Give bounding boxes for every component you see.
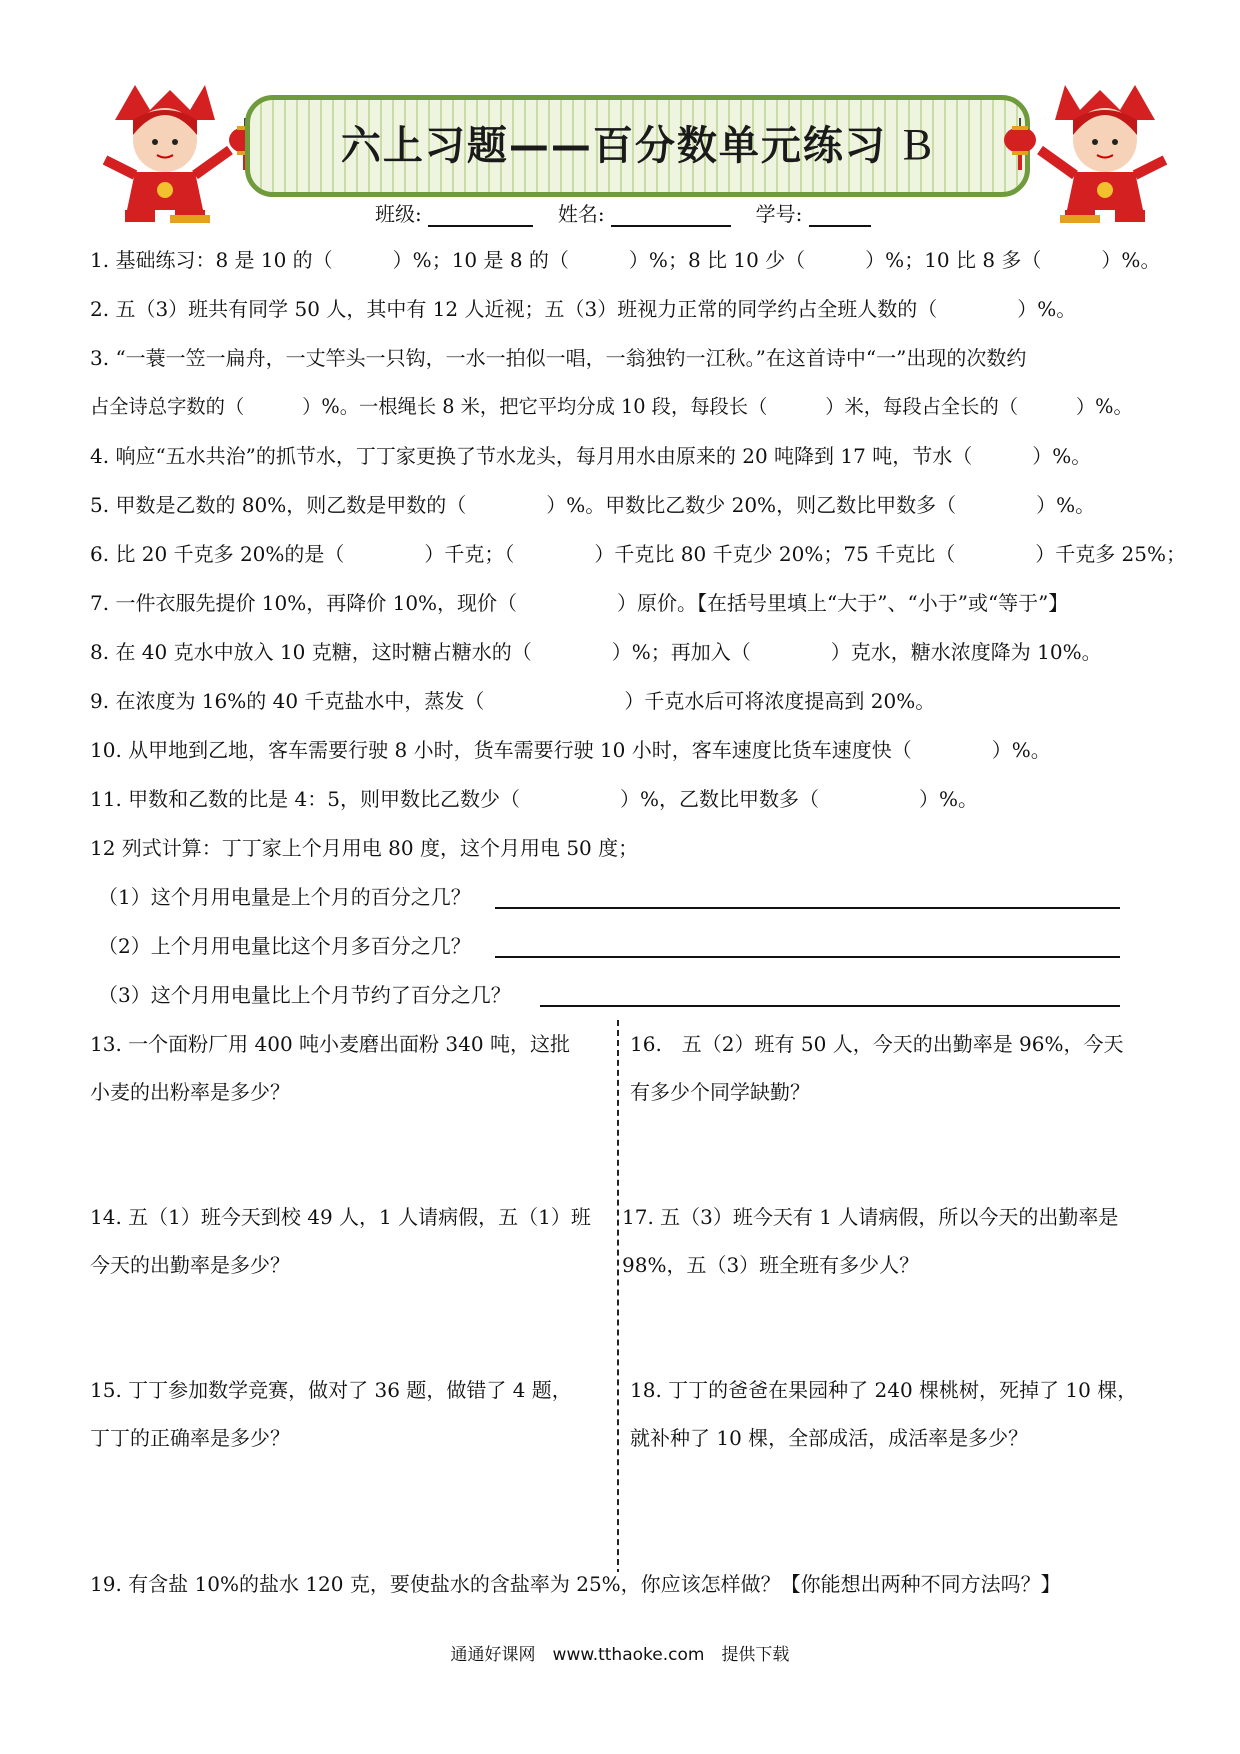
question-12-1: （1）这个月用电量是上个月的百分之几？ [98,885,471,909]
question-3-line-1: 3. “一蓑一笠一扁舟，一丈竿头一只钩，一水一拍似一唱，一翁独钓一江秋。”在这首诗中“一”出现的次数约 [90,346,1027,370]
question-16: 16. 五（2）班有 50 人，今天的出勤率是 96%，今天 有多少个同学缺勤？ [630,1032,1124,1104]
question-11: 11. 甲数和乙数的比是 4：5，则甲数比乙数少（ ）%，乙数比甲数多（ ）%。 [90,787,978,811]
mascot-right-icon [1025,80,1175,230]
class-field[interactable] [428,205,533,227]
question-6: 6. 比 20 千克多 20%的是（ ）千克；（ ）千克比 80 千克少 20%；75 千克比（ ）千克多 25%； [90,542,1187,566]
question-4: 4. 响应“五水共治”的抓节水，丁丁家更换了节水龙头，每月用水由原来的 20 吨降到 17 吨，节水（ ）%。 [90,444,1092,468]
question-18: 18. 丁丁的爸爸在果园种了 240 棵桃树，死掉了 10 棵， 就补种了 10 棵，全部成活，成活率是多少？ [630,1378,1138,1450]
question-13: 13. 一个面粉厂用 400 吨小麦磨出面粉 340 吨，这批 小麦的出粉率是多少？ [90,1032,570,1104]
answer-line-12-1[interactable] [495,907,1120,909]
page-title: 六上习题——百分数单元练习 B [340,120,935,169]
answer-line-12-3[interactable] [540,1005,1120,1007]
question-12-3: （3）这个月用电量比上个月节约了百分之几？ [98,983,511,1007]
number-label: 学号: [755,202,803,226]
question-15: 15. 丁丁参加数学竞赛，做对了 36 题，做错了 4 题， 丁丁的正确率是多少？ [90,1378,572,1450]
question-1: 1. 基础练习：8 是 10 的（ ）%；10 是 8 的（ ）%；8 比 10 少（ ）%；10 比 8 多（ ）%。 [90,248,1161,272]
title-banner [245,95,1030,197]
footer-credit: 通通好课网 www.tthaoke.com 提供下载 [450,1645,790,1665]
question-3-line-2: 占全诗总字数的（ ）%。一根绳长 8 米，把它平均分成 10 段，每段长（ ）米，每段占全长的（ ）%。 [90,395,1133,418]
question-14: 14. 五（1）班今天到校 49 人，1 人请病假，五（1）班 今天的出勤率是多少？ [90,1205,591,1277]
student-info [375,198,871,227]
question-17: 17. 五（3）班今天有 1 人请病假，所以今天的出勤率是 98%，五（3）班全班有多少人？ [622,1205,1119,1277]
question-2: 2. 五（3）班共有同学 50 人，其中有 12 人近视；五（3）班视力正常的同学约占全班人数的（ ）%。 [90,297,1077,321]
question-5: 5. 甲数是乙数的 80%，则乙数是甲数的（ ）%。甲数比乙数少 20%，则乙数比甲数多（ ）%。 [90,493,1096,517]
question-10: 10. 从甲地到乙地，客车需要行驶 8 小时，货车需要行驶 10 小时，客车速度比货车速度快（ ）%。 [90,738,1051,762]
answer-line-12-2[interactable] [495,956,1120,958]
title-letter: B [902,120,935,169]
name-label: 姓名: [557,202,605,226]
question-8: 8. 在 40 克水中放入 10 克糖，这时糖占糖水的（ ）%；再加入（ ）克水，糖水浓度降为 10%。 [90,640,1102,664]
number-field[interactable] [809,205,871,227]
mascot-left-icon [95,80,245,230]
question-12-2: （2）上个月用电量比这个月多百分之几？ [98,934,471,958]
name-field[interactable] [611,205,731,227]
question-19: 19. 有含盐 10%的盐水 120 克，要使盐水的含盐率为 25%，你应该怎样做？【你能想出两种不同方法吗？】 [90,1572,1065,1596]
column-divider [617,1020,619,1595]
class-label: 班级: [375,202,422,226]
question-12: 12 列式计算：丁丁家上个月用电 80 度，这个月用电 50 度； [90,836,639,860]
question-7: 7. 一件衣服先提价 10%，再降价 10%，现价（ ）原价。【在括号里填上“大于”、“小于”或“等于”】 [90,591,1069,615]
question-9: 9. 在浓度为 16%的 40 千克盐水中，蒸发（ ）千克水后可将浓度提高到 20%。 [90,689,936,713]
